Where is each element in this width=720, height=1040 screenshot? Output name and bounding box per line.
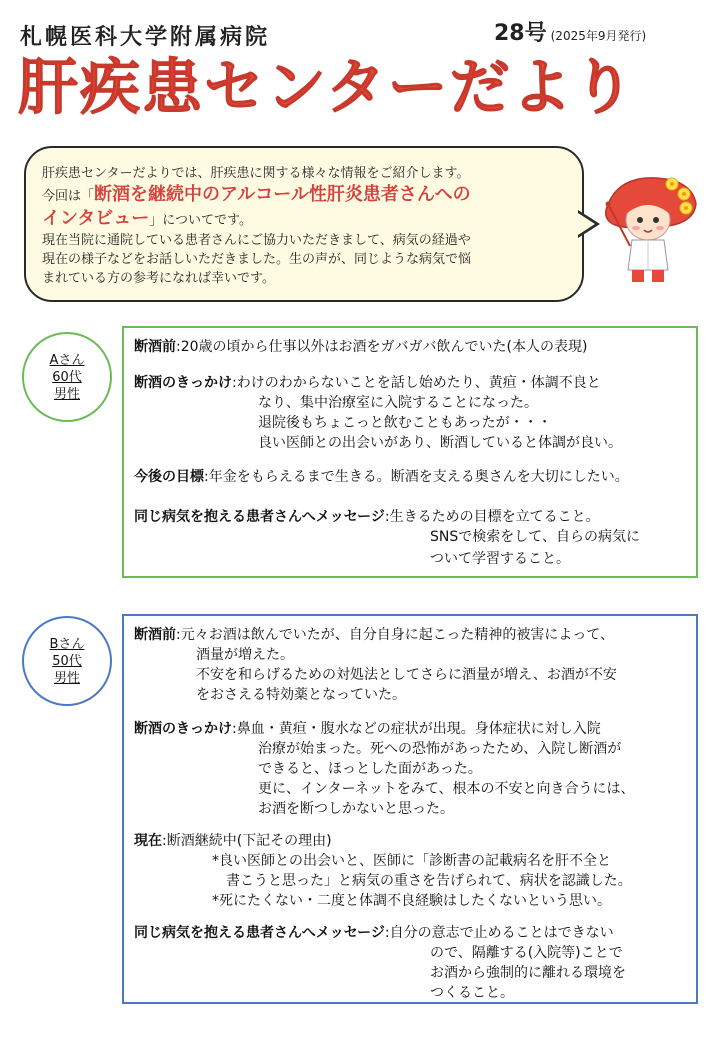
a-goal xyxy=(134,468,629,487)
b-before-line-3: 不安を和らげるための対処法としてさらに酒量が増え、お酒が不安 xyxy=(196,667,617,683)
intro-topic-suffix: 」についてです。 xyxy=(149,213,252,228)
b-before-line-1: :元々お酒は飲んでいたが、自分自身に起こった精神的被害によって、 xyxy=(176,627,615,643)
b-message-line-4: つくること。 xyxy=(430,985,514,1001)
b-trigger-line-2: 治療が始まった。死への恐怖があったため、入院し断酒が xyxy=(258,741,622,757)
a-before-text: :20歳の頃から仕事以外はお酒をガバガバ飲んでいた(本人の表現) xyxy=(176,339,588,355)
b-current-text: :断酒継続中(下記その理由) xyxy=(162,833,332,849)
b-before-line-4: をおさえる特効薬となっていた。 xyxy=(196,687,406,703)
intro-line-4: 現在当院に通院している患者さんにご協力いただきまして、病気の経過や xyxy=(42,233,471,248)
b-message xyxy=(134,924,614,943)
intro-topic xyxy=(42,183,564,207)
patient-a-sex: 男性 xyxy=(53,386,80,402)
issue-info xyxy=(494,16,646,47)
bubble-tail-fill xyxy=(578,213,595,235)
b-trigger-line-1: :鼻血・黄疸・腹水などの症状が出現。身体症状に対し入院 xyxy=(232,721,601,737)
b-message-line-2: ので、隔離する(入院等)ことで xyxy=(430,945,623,961)
b-reason-line-2: 書こうと思った」と病気の重さを告げられて、病状を認識した。 xyxy=(226,873,632,889)
patient-b-panel xyxy=(122,614,698,1004)
issue-date: (2025年9月発行) xyxy=(550,29,647,43)
newsletter-title: 肝疾患センターだより xyxy=(18,53,636,123)
b-current-label: 現在 xyxy=(134,833,162,849)
b-reason-line-3: *死にたくない・二度と体調不良経験はしたくないという思い。 xyxy=(212,893,611,909)
patient-b-age: 50代 xyxy=(52,653,82,669)
a-message xyxy=(134,508,600,527)
patient-a-name: Aさん xyxy=(49,352,85,368)
a-before xyxy=(134,338,587,357)
patient-b-badge xyxy=(22,616,112,706)
b-before xyxy=(134,626,614,645)
b-reason-line-1: *良い医師との出会いと、医師に「診断書の記載病名を肝不全と xyxy=(212,853,611,869)
intro-line-6: まれている方の参考になれば幸いです。 xyxy=(42,271,275,286)
intro-line-1: 肝疾患センターだよりでは、肝疾患に関する様々な情報をご紹介します。 xyxy=(42,166,470,181)
b-trigger-label: 断酒のきっかけ xyxy=(134,721,232,737)
b-trigger xyxy=(134,720,601,739)
intro-line-5: 現在の様子などをお話しいただきました。生の声が、同じような病気で悩 xyxy=(42,252,472,267)
intro-highlight-1: 断酒を継続中のアルコール性肝炎患者さんへの xyxy=(94,184,471,205)
b-current xyxy=(134,832,332,851)
patient-a-badge xyxy=(22,332,112,422)
b-message-line-1: :自分の意志で止めることはできない xyxy=(384,925,614,941)
a-trigger-line-2: なり、集中治療室に入院することになった。 xyxy=(258,395,538,411)
a-trigger-line-1: :わけのわからないことを話し始めたり、黄疸・体調不良と xyxy=(232,375,601,391)
a-message-label: 同じ病気を抱える患者さんへメッセージ xyxy=(134,509,385,525)
b-before-label: 断酒前 xyxy=(134,627,176,643)
patient-a-age: 60代 xyxy=(52,369,82,385)
a-message-line-3: ついて学習すること。 xyxy=(430,551,570,567)
a-trigger-line-3: 退院後もちょこっと飲むこともあったが・・・ xyxy=(258,415,552,431)
a-trigger xyxy=(134,374,601,393)
a-goal-text: :年金をもらえるまで生きる。断酒を支える奥さんを大切にしたい。 xyxy=(204,469,629,485)
b-trigger-line-5: お酒を断つしかないと思った。 xyxy=(258,801,454,817)
a-trigger-label: 断酒のきっかけ xyxy=(134,375,232,391)
b-before-line-2: 酒量が増えた。 xyxy=(196,647,294,663)
intro-highlight-2: インタビュー xyxy=(42,208,150,229)
a-before-label: 断酒前 xyxy=(134,339,176,355)
intro-topic-prefix: 今回は「 xyxy=(42,189,95,204)
b-message-line-3: お酒から強制的に離れる環境を xyxy=(430,965,626,981)
liver-mascot-icon xyxy=(596,170,706,290)
a-trigger-line-4: 良い医師との出会いがあり、断酒していると体調が良い。 xyxy=(258,435,622,451)
patient-b-name: Bさん xyxy=(49,636,85,652)
intro-bubble xyxy=(24,146,584,302)
intro-topic-cont xyxy=(42,207,564,231)
patient-a-panel xyxy=(122,326,698,578)
b-trigger-line-4: 更に、インターネットをみて、根本の不安と向き合うには、 xyxy=(258,781,635,797)
a-goal-label: 今後の目標 xyxy=(134,469,204,485)
issue-number: 28号 xyxy=(494,21,547,46)
a-message-line-2: SNSで検索をして、自らの病気に xyxy=(430,529,640,545)
patient-b-sex: 男性 xyxy=(53,670,80,686)
b-trigger-line-3: できると、ほっとした面があった。 xyxy=(258,761,482,777)
hospital-name: 札幌医科大学附属病院 xyxy=(20,25,271,50)
a-message-line-1: :生きるための目標を立てること。 xyxy=(384,509,600,525)
b-message-label: 同じ病気を抱える患者さんへメッセージ xyxy=(134,925,385,941)
